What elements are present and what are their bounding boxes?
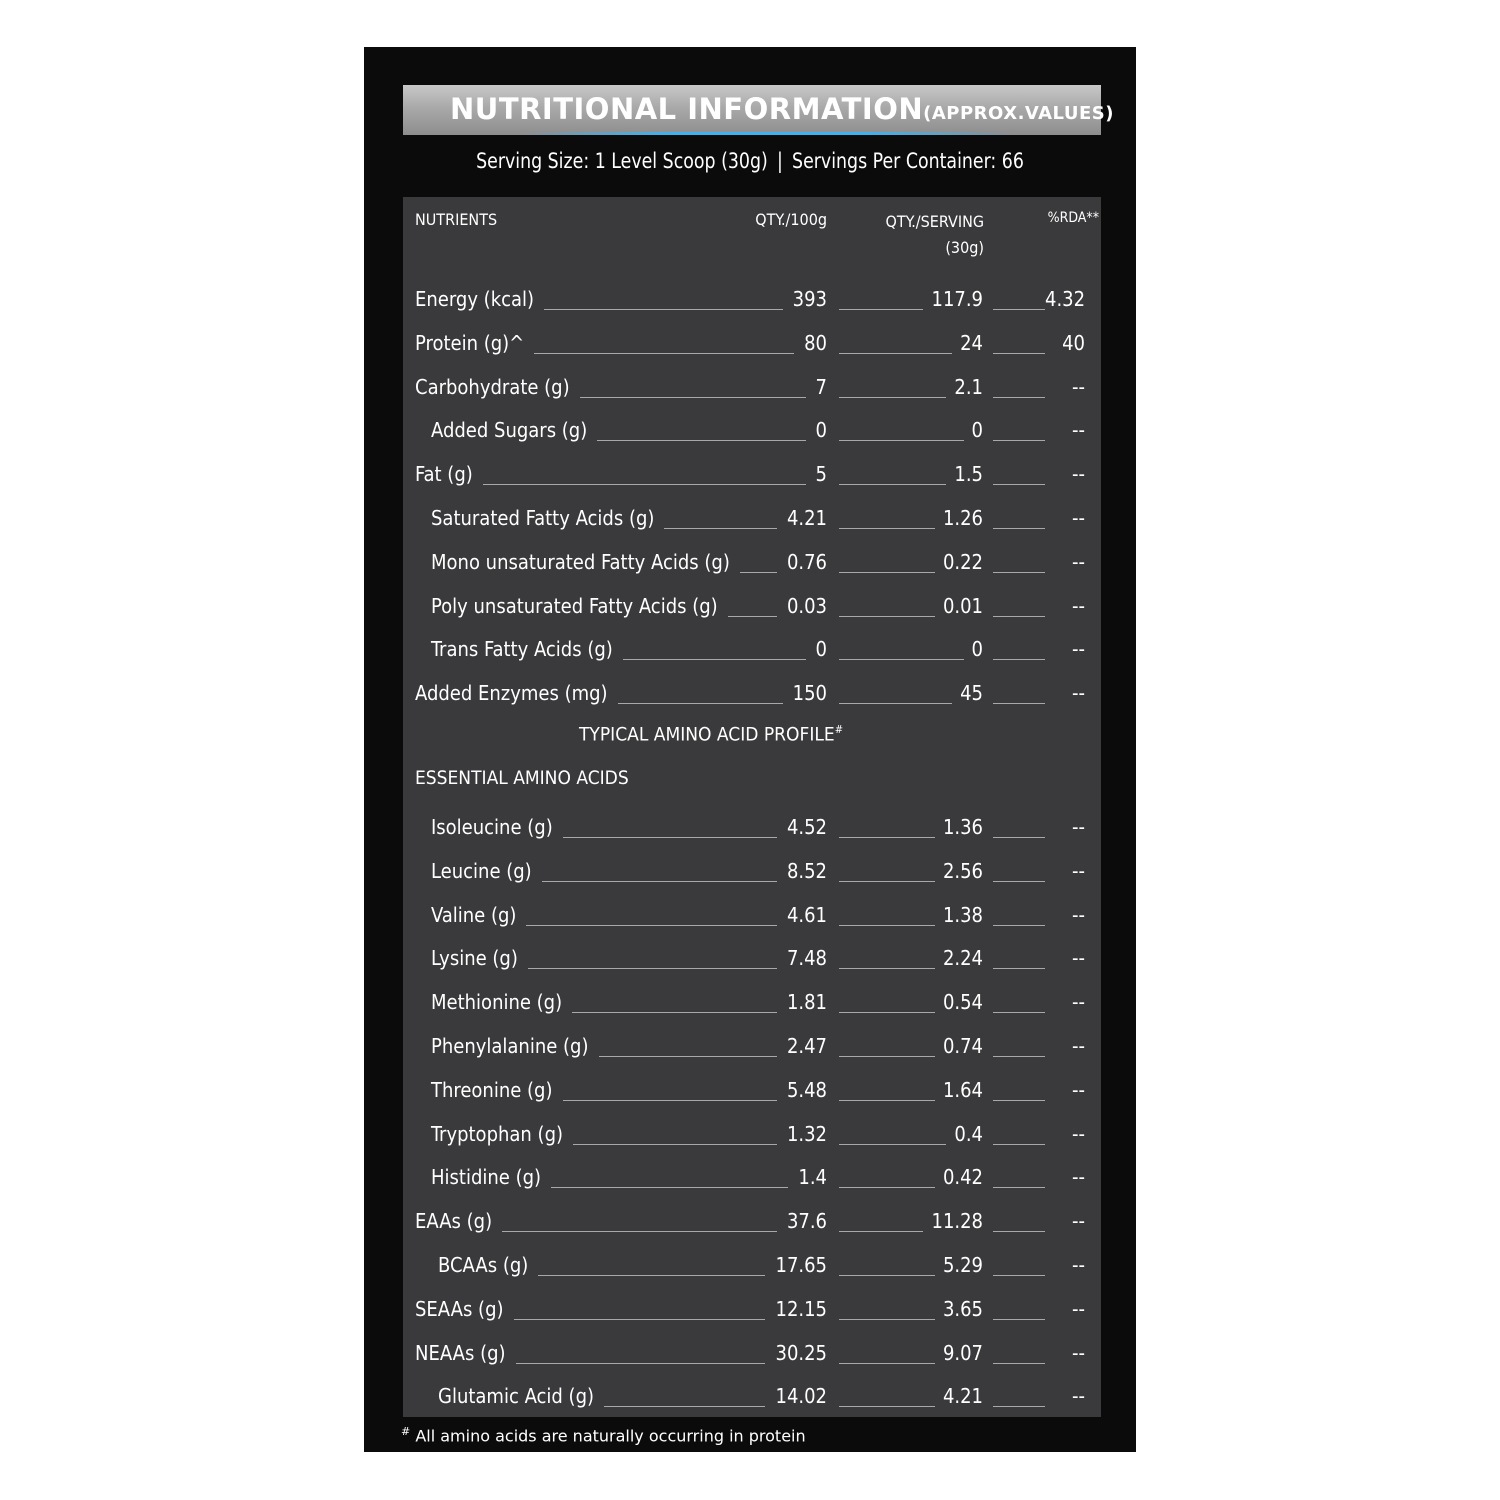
qty-per-serving: 117.9 bbox=[931, 287, 983, 311]
row-label: Added Enzymes (mg) bbox=[415, 681, 608, 706]
leader-line bbox=[993, 1231, 1045, 1232]
qty-per-100g: 5.48 bbox=[786, 1077, 827, 1102]
leader-line bbox=[993, 1100, 1045, 1101]
nutrient-row bbox=[403, 325, 1101, 369]
title-main: NUTRITIONAL INFORMATION bbox=[450, 92, 924, 126]
leader-line bbox=[839, 1406, 935, 1407]
footnote-text: All amino acids are naturally occurring in protein bbox=[415, 1426, 806, 1446]
nutrient-row bbox=[403, 588, 1101, 632]
qty-per-100g: 2.47 bbox=[786, 1034, 827, 1058]
leader-line bbox=[839, 1319, 935, 1320]
qty-per-serving: 1.36 bbox=[942, 815, 983, 839]
leader-line bbox=[839, 440, 964, 441]
servings-per-container: Servings Per Container: 66 bbox=[792, 149, 1024, 173]
row-label: Threonine (g) bbox=[431, 1077, 553, 1102]
rda-percent: -- bbox=[1072, 637, 1085, 662]
nutrient-row bbox=[403, 500, 1101, 544]
row-label: Leucine (g) bbox=[431, 858, 532, 883]
amino-profile-mark: # bbox=[834, 723, 843, 736]
leader-line bbox=[839, 1144, 946, 1145]
leader-line bbox=[993, 309, 1045, 310]
footnote-mark: # bbox=[401, 1425, 411, 1438]
amino-row bbox=[403, 1203, 1101, 1247]
header-qty-serving-line2: (30g) bbox=[945, 238, 984, 257]
qty-per-100g: 8.52 bbox=[786, 858, 827, 883]
leader-line bbox=[728, 616, 777, 617]
nutrient-row bbox=[403, 281, 1101, 325]
leader-line bbox=[839, 1187, 935, 1188]
qty-per-serving: 0.54 bbox=[942, 990, 983, 1015]
leader-line bbox=[597, 440, 806, 441]
row-label: Valine (g) bbox=[431, 902, 517, 927]
qty-per-100g: 0 bbox=[815, 637, 827, 662]
amino-row bbox=[403, 1335, 1101, 1379]
qty-per-serving: 3.65 bbox=[942, 1296, 983, 1321]
nutrient-row bbox=[403, 369, 1101, 413]
rda-percent: -- bbox=[1072, 1296, 1085, 1321]
qty-per-serving: 2.24 bbox=[942, 946, 983, 971]
leader-line bbox=[839, 1012, 935, 1013]
qty-per-100g: 4.52 bbox=[786, 815, 827, 839]
amino-row bbox=[403, 897, 1101, 941]
header-qty-serving-line1: QTY./SERVING bbox=[885, 212, 984, 231]
row-label: Tryptophan (g) bbox=[431, 1121, 564, 1146]
qty-per-serving: 9.07 bbox=[942, 1340, 983, 1365]
row-label: Isoleucine (g) bbox=[431, 815, 553, 839]
leader-line bbox=[839, 572, 935, 573]
leader-line bbox=[618, 703, 783, 704]
row-label: Saturated Fatty Acids (g) bbox=[431, 506, 655, 530]
leader-line bbox=[544, 309, 783, 310]
leader-line bbox=[542, 881, 777, 882]
row-label: BCAAs (g) bbox=[438, 1253, 529, 1277]
qty-per-100g: 0.03 bbox=[786, 593, 827, 618]
qty-per-100g: 1.32 bbox=[786, 1121, 827, 1146]
qty-per-serving: 1.5 bbox=[954, 462, 983, 487]
qty-per-100g: 14.02 bbox=[775, 1384, 827, 1409]
leader-line bbox=[993, 1319, 1045, 1320]
leader-line bbox=[993, 837, 1045, 838]
nutrient-row bbox=[403, 675, 1101, 719]
title-bar bbox=[403, 85, 1114, 135]
rda-percent: 40 bbox=[1062, 330, 1085, 355]
leader-line bbox=[563, 837, 777, 838]
rda-percent: -- bbox=[1072, 1121, 1085, 1146]
qty-per-100g: 7.48 bbox=[786, 946, 827, 971]
rda-percent: -- bbox=[1072, 418, 1085, 443]
leader-line bbox=[839, 484, 946, 485]
qty-per-serving: 1.38 bbox=[942, 902, 983, 927]
rda-percent: -- bbox=[1072, 462, 1085, 487]
leader-line bbox=[993, 484, 1045, 485]
essential-amino-title: ESSENTIAL AMINO ACIDS bbox=[415, 767, 629, 789]
footnote bbox=[401, 1425, 806, 1445]
leader-line bbox=[839, 353, 952, 354]
qty-per-serving: 0.01 bbox=[942, 593, 983, 618]
rda-percent: -- bbox=[1072, 549, 1085, 574]
leader-line bbox=[839, 881, 935, 882]
serving-separator: | bbox=[776, 149, 783, 173]
qty-per-serving: 0.42 bbox=[942, 1165, 983, 1190]
leader-line bbox=[839, 1056, 935, 1057]
leader-line bbox=[993, 925, 1045, 926]
leader-line bbox=[514, 1319, 765, 1320]
qty-per-100g: 0 bbox=[815, 418, 827, 443]
amino-row bbox=[403, 1378, 1101, 1422]
leader-line bbox=[993, 1056, 1045, 1057]
leader-line bbox=[839, 1275, 935, 1276]
row-label: NEAAs (g) bbox=[415, 1340, 506, 1365]
leader-line bbox=[839, 1100, 935, 1101]
amino-row bbox=[403, 940, 1101, 984]
row-label: Histidine (g) bbox=[431, 1165, 542, 1190]
amino-row bbox=[403, 1028, 1101, 1072]
leader-line bbox=[839, 925, 935, 926]
panel-title bbox=[450, 92, 1114, 126]
qty-per-serving: 4.21 bbox=[942, 1384, 983, 1409]
leader-line bbox=[483, 484, 806, 485]
qty-per-100g: 30.25 bbox=[775, 1340, 827, 1365]
amino-row bbox=[403, 1116, 1101, 1160]
leader-line bbox=[526, 925, 777, 926]
rda-percent: -- bbox=[1072, 593, 1085, 618]
rda-percent: -- bbox=[1072, 1034, 1085, 1058]
qty-per-100g: 0.76 bbox=[786, 549, 827, 574]
rda-percent: -- bbox=[1072, 374, 1085, 399]
leader-line bbox=[664, 528, 777, 529]
row-label: Glutamic Acid (g) bbox=[438, 1384, 595, 1409]
amino-row bbox=[403, 984, 1101, 1028]
leader-line bbox=[993, 1187, 1045, 1188]
rda-percent: -- bbox=[1072, 902, 1085, 927]
leader-line bbox=[604, 1406, 765, 1407]
qty-per-serving: 2.56 bbox=[942, 858, 983, 883]
leader-line bbox=[502, 1231, 777, 1232]
rda-percent: -- bbox=[1072, 1340, 1085, 1365]
leader-line bbox=[516, 1363, 765, 1364]
serving-info bbox=[395, 149, 1105, 173]
header-rda: %RDA** bbox=[1047, 210, 1099, 226]
row-label: Energy (kcal) bbox=[415, 287, 535, 311]
row-label: SEAAs (g) bbox=[415, 1296, 504, 1321]
leader-line bbox=[993, 703, 1045, 704]
leader-line bbox=[528, 968, 777, 969]
amino-row bbox=[403, 1291, 1101, 1335]
amino-row bbox=[403, 1159, 1101, 1203]
nutrient-row bbox=[403, 631, 1101, 675]
amino-row bbox=[403, 1072, 1101, 1116]
row-label: Poly unsaturated Fatty Acids (g) bbox=[431, 593, 718, 618]
rda-percent: -- bbox=[1072, 506, 1085, 530]
amino-row bbox=[403, 853, 1101, 897]
rda-percent: -- bbox=[1072, 1165, 1085, 1190]
leader-line bbox=[839, 1231, 923, 1232]
qty-per-serving: 24 bbox=[960, 330, 983, 355]
qty-per-100g: 80 bbox=[804, 330, 827, 355]
row-label: Lysine (g) bbox=[431, 946, 518, 971]
row-label: Fat (g) bbox=[415, 462, 473, 487]
qty-per-100g: 5 bbox=[815, 462, 827, 487]
amino-row bbox=[403, 1247, 1101, 1291]
rda-percent: -- bbox=[1072, 1384, 1085, 1409]
leader-line bbox=[538, 1275, 765, 1276]
leader-line bbox=[993, 659, 1045, 660]
qty-per-100g: 12.15 bbox=[775, 1296, 827, 1321]
row-label: Carbohydrate (g) bbox=[415, 374, 570, 399]
qty-per-serving: 0 bbox=[971, 637, 983, 662]
header-nutrients: NUTRIENTS bbox=[415, 210, 498, 229]
qty-per-serving: 0.22 bbox=[942, 549, 983, 574]
nutrient-row bbox=[403, 412, 1101, 456]
leader-line bbox=[993, 1406, 1045, 1407]
nutrition-panel bbox=[364, 47, 1136, 1452]
row-label: Added Sugars (g) bbox=[431, 418, 588, 443]
qty-per-serving: 11.28 bbox=[931, 1209, 983, 1234]
qty-per-100g: 37.6 bbox=[786, 1209, 827, 1234]
qty-per-serving: 0.4 bbox=[954, 1121, 983, 1146]
rda-percent: -- bbox=[1072, 815, 1085, 839]
leader-line bbox=[839, 703, 952, 704]
row-label: Phenylalanine (g) bbox=[431, 1034, 589, 1058]
leader-line bbox=[580, 397, 806, 398]
nutrient-row bbox=[403, 456, 1101, 500]
leader-line bbox=[993, 528, 1045, 529]
qty-per-100g: 17.65 bbox=[775, 1253, 827, 1277]
row-label: Trans Fatty Acids (g) bbox=[431, 637, 613, 662]
leader-line bbox=[839, 968, 935, 969]
qty-per-serving: 1.64 bbox=[942, 1077, 983, 1102]
amino-profile-title-text: TYPICAL AMINO ACID PROFILE bbox=[579, 723, 835, 746]
leader-line bbox=[551, 1187, 788, 1188]
rda-percent: 4.32 bbox=[1045, 287, 1086, 311]
rda-percent: -- bbox=[1072, 681, 1085, 706]
rda-percent: -- bbox=[1072, 946, 1085, 971]
leader-line bbox=[563, 1100, 777, 1101]
leader-line bbox=[993, 1275, 1045, 1276]
leader-line bbox=[599, 1056, 777, 1057]
header-qty-serving bbox=[886, 209, 984, 261]
leader-line bbox=[993, 397, 1045, 398]
serving-size: Serving Size: 1 Level Scoop (30g) bbox=[476, 149, 768, 173]
qty-per-serving: 0.74 bbox=[942, 1034, 983, 1058]
nutrition-table bbox=[403, 197, 1101, 1417]
leader-line bbox=[623, 659, 806, 660]
rda-percent: -- bbox=[1072, 858, 1085, 883]
qty-per-serving: 5.29 bbox=[942, 1253, 983, 1277]
leader-line bbox=[839, 528, 935, 529]
qty-per-100g: 4.21 bbox=[786, 506, 827, 530]
leader-line bbox=[839, 837, 935, 838]
leader-line bbox=[573, 1144, 777, 1145]
leader-line bbox=[993, 440, 1045, 441]
leader-line bbox=[993, 1012, 1045, 1013]
row-label: EAAs (g) bbox=[415, 1209, 493, 1234]
nutrient-row bbox=[403, 544, 1101, 588]
qty-per-100g: 1.81 bbox=[786, 990, 827, 1015]
qty-per-100g: 4.61 bbox=[786, 902, 827, 927]
qty-per-100g: 7 bbox=[815, 374, 827, 399]
leader-line bbox=[839, 309, 923, 310]
leader-line bbox=[839, 1363, 935, 1364]
row-label: Mono unsaturated Fatty Acids (g) bbox=[431, 549, 730, 574]
leader-line bbox=[839, 659, 964, 660]
leader-line bbox=[839, 616, 935, 617]
leader-line bbox=[740, 572, 777, 573]
qty-per-serving: 2.1 bbox=[954, 374, 983, 399]
leader-line bbox=[839, 397, 946, 398]
row-label: Methionine (g) bbox=[431, 990, 563, 1015]
qty-per-serving: 1.26 bbox=[942, 506, 983, 530]
amino-profile-title bbox=[579, 723, 843, 745]
rda-percent: -- bbox=[1072, 990, 1085, 1015]
qty-per-100g: 1.4 bbox=[798, 1165, 827, 1190]
leader-line bbox=[534, 353, 794, 354]
leader-line bbox=[993, 616, 1045, 617]
qty-per-100g: 150 bbox=[792, 681, 827, 706]
rda-percent: -- bbox=[1072, 1209, 1085, 1234]
leader-line bbox=[993, 353, 1045, 354]
leader-line bbox=[993, 1363, 1045, 1364]
leader-line bbox=[993, 1144, 1045, 1145]
rda-percent: -- bbox=[1072, 1253, 1085, 1277]
leader-line bbox=[572, 1012, 777, 1013]
qty-per-serving: 45 bbox=[960, 681, 983, 706]
amino-row bbox=[403, 809, 1101, 853]
header-qty-100g: QTY./100g bbox=[755, 210, 827, 229]
qty-per-100g: 393 bbox=[792, 287, 827, 311]
leader-line bbox=[993, 968, 1045, 969]
qty-per-serving: 0 bbox=[971, 418, 983, 443]
row-label: Protein (g)^ bbox=[415, 330, 525, 355]
rda-percent: -- bbox=[1072, 1077, 1085, 1102]
title-sub: (APPROX.VALUES) bbox=[923, 103, 1114, 124]
leader-line bbox=[993, 572, 1045, 573]
leader-line bbox=[993, 881, 1045, 882]
